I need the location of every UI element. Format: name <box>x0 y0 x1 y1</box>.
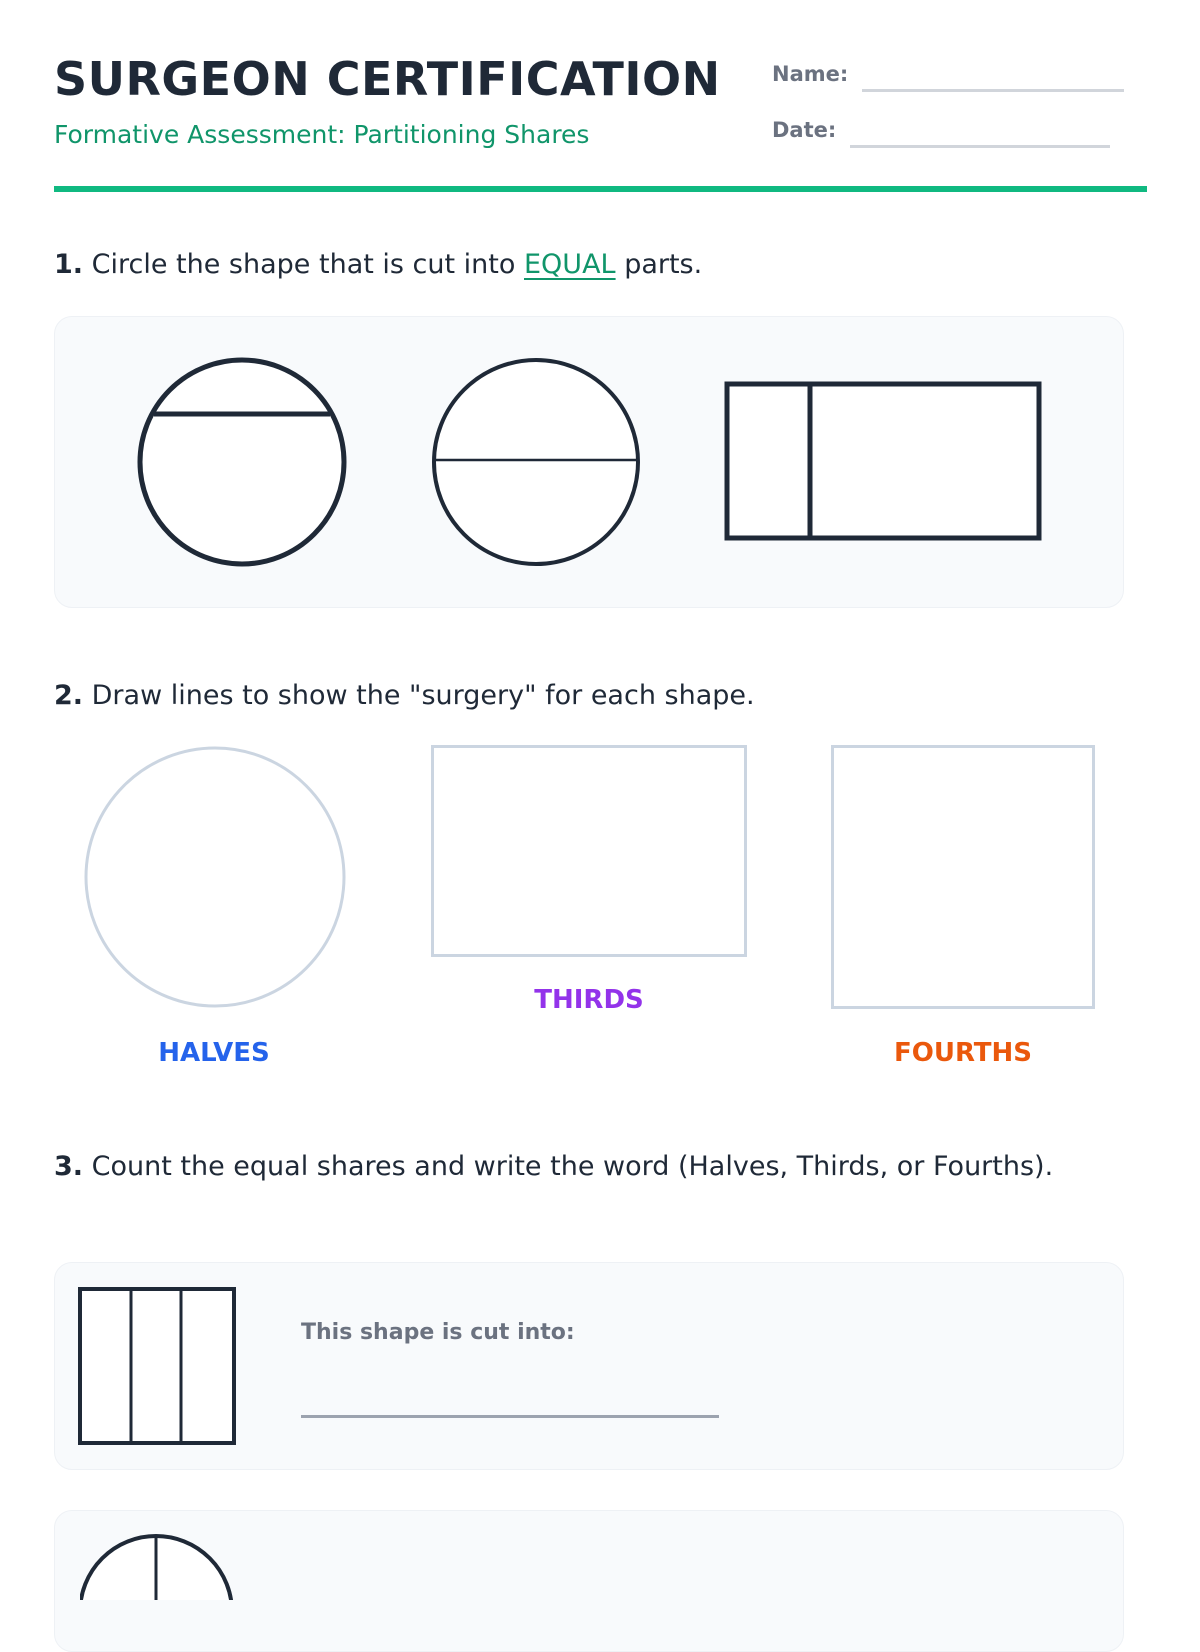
question-3-number: 3. <box>54 1151 84 1182</box>
question-1 <box>54 241 702 288</box>
fourths-drawing-square[interactable] <box>831 745 1095 1009</box>
question-1-text: Circle the shape that is cut into <box>91 249 516 280</box>
header-divider <box>54 186 1147 192</box>
question-1-text-end: parts. <box>624 249 703 280</box>
question-3-text: Count the equal shares and write the word (Halves, Thirds, or Fourths). <box>91 1151 1054 1182</box>
question-2-number: 2. <box>54 680 84 711</box>
thirds-drawing-rectangle[interactable] <box>431 745 747 957</box>
unequal-circle-option[interactable] <box>134 354 350 570</box>
page-subtitle: Formative Assessment: Partitioning Shares <box>54 120 590 149</box>
question-2-text: Draw lines to show the "surgery" for each shape. <box>91 680 755 711</box>
halves-label: HALVES <box>158 1038 270 1068</box>
partitioned-circle <box>80 1534 240 1600</box>
question-2 <box>54 672 755 719</box>
name-field[interactable] <box>862 89 1124 92</box>
answer-prompt: This shape is cut into: <box>301 1320 575 1345</box>
fourths-label: FOURTHS <box>893 1038 1033 1068</box>
question-1-emphasis: EQUAL <box>524 249 616 280</box>
question-3 <box>54 1143 1094 1190</box>
answer-field[interactable] <box>301 1415 719 1418</box>
thirds-partitioned-rectangle <box>77 1286 237 1446</box>
name-label: Name: <box>772 62 849 86</box>
date-field[interactable] <box>850 145 1110 148</box>
page-title: SURGEON CERTIFICATION <box>54 52 721 106</box>
equal-circle-option[interactable] <box>428 354 644 570</box>
halves-drawing-circle[interactable] <box>83 745 347 1009</box>
thirds-label: THIRDS <box>534 985 644 1015</box>
question-1-number: 1. <box>54 249 84 280</box>
unequal-rectangle-option[interactable] <box>724 381 1042 541</box>
date-label: Date: <box>772 118 837 142</box>
